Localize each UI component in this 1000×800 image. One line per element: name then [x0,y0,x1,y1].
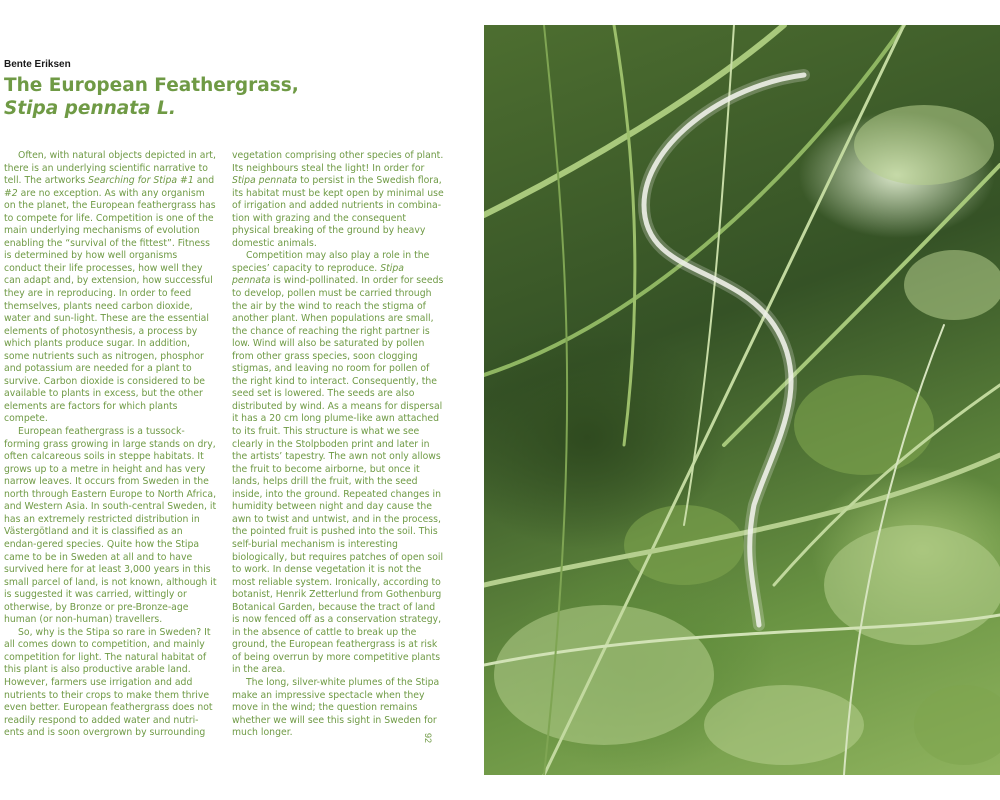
page-number: 92 [423,733,433,744]
article-title [4,74,304,120]
title-line-1: The European Feathergrass, [4,75,299,96]
text-column-2 [232,150,445,740]
feathergrass-illustration [484,25,1000,775]
title-line-2: Stipa pennata L. [4,98,176,119]
paragraph: European feathergrass is a tussock-forming grass growing in large stands on dry, often calcareous soils in steppe habitats. It grows up to a metre in height and has very narrow leaves. It occurs from Sweden in the north through Eastern Europe to North Africa, and Western Asia. In south-central Sweden, it has an extremely restricted distribution in Västergötland and it is classified as an endan-gered species. Quite how the Stipa came to be in Sweden at all and to have survived here for at least 3,000 years in this small parcel of land, is not known, although it is suggested it was carried, wittingly or otherwise, by Bronze or pre-Bronze-age human (or non-human) travellers. [4,426,217,626]
author-name: Bente Eriksen [4,59,71,70]
paragraph: vegetation comprising other species of plant. Its neighbours steal the light! In order for Stipa pennata to persist in the Swedish flora, its habitat must be kept open by minimal use of irrigation and added nutrients in combina-tion with grazing and the consequent physical breaking of the ground by heavy domestic animals. [232,150,444,249]
text-column-1 [4,150,217,740]
paragraph: Often, with natural objects depicted in art, there is an underlying scientific narrative to tell. The artworks Searching for Stipa #1 and #2 are no exception. As with any organism on the planet, the European feathergrass has to compete for life. Competition is one of the main underlying mechanisms of evolution enabling the “survival of the fittest”. Fitness is determined by how well organisms conduct their life processes, how well they can adapt and, by extension, how successful they are in reproducing. In order to feed themselves, plants need carbon dioxide, water and sun-light. These are the essential elements of photosynthesis, a process by which plants produce sugar. In addition, some nutrients such as nitrogen, phosphor and potassium are needed for a plant to survive. Carbon dioxide is considered to be available to plants in excess, but the other elements are factors for which plants compete. [4,150,216,425]
paragraph: The long, silver-white plumes of the Stipa make an impressive spectacle when they move in the wind; the question remains whether we will see this sight in Sweden for much longer. [232,676,440,739]
paragraph: Competition may also play a role in the species’ capacity to reproduce. Stipa pennata is wind-pollinated. In order for seeds to develop, pollen must be carried through the air by the wind to reach the stigma of another plant. When populations are small, the chance of reaching the right partner is low. Wind will also be saturated by pollen from other grass species, soon clogging stigmas, and leaving no room for pollen of the right kind to interact. Consequently, the seed set is lowered. The seeds are also distributed by wind. As a means for dispersal it has a 20 cm long plume-like awn attached to its fruit. This structure is what we see clearly in the Stolpboden print and later in the artists’ tapestry. The awn not only allows the fruit to become airborne, but once it lands, helps drill the fruit, with the seed inside, into the ground. Repeated changes in humidity between night and day cause the awn to twist and untwist, and in the process, the pointed fruit is pushed into the soil. This self-burial mechanism is interesting biologically, but requires patches of open soil to work. In dense vegetation it is not the most reliable system. Ironically, according to botanist, Henrik Zetterlund from Gothenburg Botanical Garden, because the tract of land is now fenced off as a conservation strategy, in the absence of cattle to break up the ground, the European feathergrass is at risk of being overrun by more competitive plants in the area. [232,250,444,676]
feathergrass-photo [484,25,1000,775]
paragraph: So, why is the Stipa so rare in Sweden? It all comes down to competition, and mainly competition for light. The natural habitat of this plant is also productive arable land. However, farmers use irrigation and add nutrients to their crops to make them thrive even better. European feathergrass does not readily respond to added water and nutri-ents and is soon overgrown by surrounding [4,626,213,739]
